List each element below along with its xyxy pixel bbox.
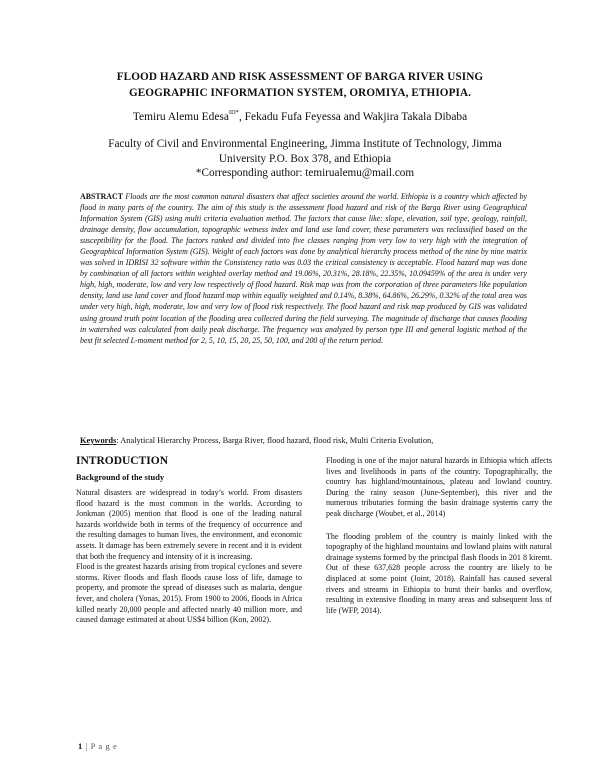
paragraph: Flood is the greatest hazards arising from tropical cyclones and severe storms. River floods and flash floods cause loss of life, damage to property, and promote the spread of diseases such as malaria, dengue fever, and cholera (Yonas, 2015). From 1900 to 2006, floods in Africa killed nearly 20,000 people and affected nearly 40 million more, and caused damage estimated at about US$4 billion (Kon, 2002). bbox=[76, 562, 302, 625]
keywords-text: : Analytical Hierarchy Process, Barga River, flood hazard, flood risk, Multi Criteria Evolution, bbox=[116, 436, 434, 445]
paper-title-line-2: GEOGRAPHIC INFORMATION SYSTEM, OROMIYA, ETHIOPIA. bbox=[128, 87, 472, 99]
paragraph: Natural disasters are widespread in today’s world. From disasters flood hazard is the most common in the worlds. According to Jonkman (2005) mention that flood is one of the leading natural hazards worldwide both in terms of the frequency of occurrence and the resulting damages to human lives, the environment, and economic assets. It damage has been extremely severe in recent and it is evident that both the frequency and intensity of it is increasing. bbox=[76, 488, 302, 561]
first-author: Temiru Alemu Edesa bbox=[132, 111, 229, 123]
right-column bbox=[326, 456, 552, 616]
subsection-heading-background: Background of the study bbox=[76, 473, 165, 482]
affiliation-line-2: University P.O. Box 378, and Ethiopia bbox=[218, 152, 392, 165]
abstract-label: ABSTRACT bbox=[80, 192, 123, 201]
page-label: P a g e bbox=[90, 741, 118, 751]
abstract-text: Floods are the most common natural disasters that affect societies around the world. Ethiopia is a country which affected by flood in many parts of the country. The aim of this study is the assessment flood hazard and risk of the Barga River using Geographical Information System (GIS) using multi criteria evaluation method. The factors that cause like: slope, elevation, soil type, geology, rainfall, drainage density, flow accumulation, topographic wetness index and land use land cover, these parameters was reclassified based on the susceptibility for the flood. The factors ranked and divided into five classes ranging from very low to very high with the integration of Geographical Information System (GIS). Weight of each factors was done by analytical hierarchy process method of the nine by nine matrix was solved in IDRISI 32 software within the Consistency ratio was 0.03 the critical consistency is acceptable. Flood hazard map was done by combination of all factors within weighted overlay method and 19.06%, 20.31%, 28.18%, 22.35%, 10.09459% of the area is under very high, high, moderate, low and very low respectively of flood hazard. Risk map was from the corporation of three parameters like population density, land use land cover and flood hazard map within equally weighted and 0.14%, 8.38%, 64.86%, 26.29%, 0.32% of the total area was under very high, high, moderate, low and very low of flood risk respectively. The flood hazard and risk map produced by GIS was validated using ground truth point location of the flooding area collected during the field surveying. The magnitude of discharge that causes flooding in watershed was calculated from daily peak discharge. The frequency was analyzed by person type III and general logistic method of the best fit selected L-moment method for 2, 5, 10, 15, 20, 25, 50, 100, and 200 of the return period. bbox=[80, 192, 527, 345]
paragraph: The flooding problem of the country is mainly linked with the topography of the highland mountains and lowland plains with natural drainage systems formed by the principal flash floods in 201 8 kiremt. Out of these 637,628 people across the country are likely to be displaced at some point (Joint, 2018). Rainfall has caused several rivers and streams in Ethiopia to burst their banks and overflow, resulting in extensive flooding in many areas and subsequent loss of life (WFP, 2014). bbox=[326, 531, 552, 615]
keywords-label: Keywords bbox=[80, 436, 117, 445]
affiliation-line-1: Faculty of Civil and Environmental Engineering, Jimma Institute of Technology, Jimma bbox=[108, 138, 502, 150]
abstract bbox=[80, 191, 527, 346]
affiliation-block bbox=[95, 137, 515, 181]
author-list bbox=[60, 111, 540, 123]
orcid-mark[interactable]: ID* bbox=[228, 109, 239, 116]
paper-title-line-1: FLOOD HAZARD AND RISK ASSESSMENT OF BARGA RIVER USING bbox=[116, 71, 484, 83]
section-heading-introduction: INTRODUCTION bbox=[76, 455, 169, 467]
page-footer bbox=[78, 741, 117, 751]
page-number: 1 bbox=[78, 741, 83, 751]
keywords bbox=[80, 436, 530, 445]
paper-title bbox=[80, 69, 520, 101]
corresponding-author: *Corresponding author: temirualemu@mail.com bbox=[195, 167, 415, 179]
left-column bbox=[76, 454, 302, 626]
other-authors: , Fekadu Fufa Feyessa and Wakjira Takala Dibaba bbox=[238, 111, 468, 123]
footer-separator: | bbox=[82, 741, 91, 751]
paragraph: Flooding is one of the major natural hazards in Ethiopia which affects lives and livelihoods in parts of the country. Topographically, the country has highland/mountainous, plateau and lowland country. During the rainy season (June-September), this river and the numerous tributaries forming the basin drainage systems carry the peak discharge (Woubet, et al., 2014) bbox=[326, 456, 552, 518]
